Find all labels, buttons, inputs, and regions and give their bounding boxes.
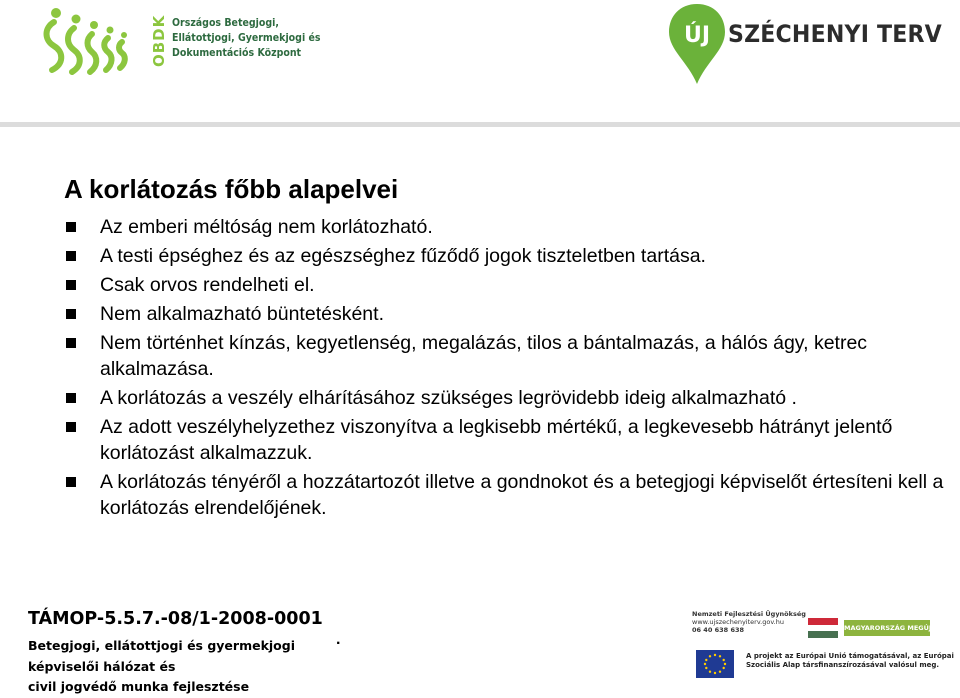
- hungary-renewal-banner: MAGYARORSZÁG MEGÚJUL: [844, 620, 930, 636]
- page-header: [0, 0, 960, 128]
- bullet-item: [64, 272, 944, 298]
- square-bullet-icon: [66, 422, 76, 432]
- bullet-item: [64, 469, 944, 521]
- bullet-text: Az adott veszélyhelyzethez viszonyítva a legkisebb mértékű, a legkevesebb hátrányt jelentő korlátozást alkalmazzuk.: [100, 416, 893, 464]
- project-description-line: civil jogvédő munka fejlesztése: [28, 679, 250, 694]
- bullet-text: A korlátozás a veszély elhárításához szükséges legrövidebb ideig alkalmazható .: [100, 387, 797, 409]
- hungary-flag-icon: [808, 618, 838, 638]
- square-bullet-icon: [66, 309, 76, 319]
- square-bullet-icon: [66, 222, 76, 232]
- square-bullet-icon: [66, 338, 76, 348]
- project-code: TÁMOP-5.5.7.-08/1-2008-0001: [28, 609, 323, 629]
- header-divider: [0, 122, 960, 127]
- bullet-item: [64, 385, 944, 411]
- bullet-text: A korlátozás tényéről a hozzátartozót illetve a gondnokot és a betegjogi képviselőt értesíteni kell a korlátozás elrendelőjének.: [100, 471, 944, 519]
- obdk-name: [172, 16, 321, 61]
- bullet-text: A testi épséghez és az egészséghez fűződő jogok tiszteletben tartása.: [100, 245, 706, 267]
- square-bullet-icon: [66, 477, 76, 487]
- uj-szechenyi-terv-logo: [666, 2, 946, 90]
- bullet-item: [64, 414, 944, 466]
- agency-line: www.ujszechenyiterv.gov.hu: [692, 618, 784, 626]
- bullet-text: Csak orvos rendelheti el.: [100, 274, 315, 296]
- slide-title: A korlátozás főbb alapelvei: [64, 174, 399, 204]
- obdk-name-line: Dokumentációs Központ: [172, 47, 302, 59]
- slide-content: [64, 172, 944, 524]
- bullet-text: Nem történhet kínzás, kegyetlenség, megalázás, tilos a bántalmazás, a hálós ágy, ketrec alkalmazása.: [100, 332, 868, 380]
- project-footer: [28, 606, 348, 698]
- agency-line: Nemzeti Fejlesztési Ügynökség: [692, 610, 806, 618]
- bullet-list: [64, 214, 944, 521]
- eu-funding-note: [746, 652, 954, 670]
- bullet-item: [64, 214, 944, 240]
- map-pin-icon: [666, 2, 728, 86]
- uj-brand-text: SZÉCHENYI TERV: [728, 20, 942, 48]
- bullet-item: [64, 301, 944, 327]
- footer-dot: .: [336, 631, 341, 648]
- obdk-name-line: Országos Betegjogi,: [172, 17, 279, 29]
- eu-note-line: A projekt az Európai Unió támogatásával, az Európai: [746, 652, 954, 660]
- obdk-logo: [40, 6, 321, 78]
- bullet-text: Nem alkalmazható büntetésként.: [100, 303, 384, 325]
- bullet-text: Az emberi méltóság nem korlátozható.: [100, 216, 433, 238]
- eu-flag-icon: [696, 650, 734, 678]
- square-bullet-icon: [66, 251, 76, 261]
- agency-line: 06 40 638 638: [692, 626, 745, 634]
- eu-funding-badge: [684, 604, 954, 686]
- bullet-item: [64, 243, 944, 269]
- obdk-name-line: Ellátottjogi, Gyermekjogi és: [172, 32, 321, 44]
- square-bullet-icon: [66, 280, 76, 290]
- obdk-abbreviation: OBDK: [150, 14, 168, 68]
- obdk-figures-icon: [40, 6, 150, 78]
- square-bullet-icon: [66, 393, 76, 403]
- agency-info: [692, 610, 806, 634]
- eu-note-line: Szociális Alap társfinanszírozásával valósul meg.: [746, 661, 940, 669]
- bullet-item: [64, 330, 944, 382]
- project-description-line: képviselői hálózat és: [28, 658, 176, 674]
- uj-pin-label: ÚJ: [683, 23, 711, 48]
- project-description-line: Betegjogi, ellátottjogi és gyermekjogi: [28, 638, 295, 653]
